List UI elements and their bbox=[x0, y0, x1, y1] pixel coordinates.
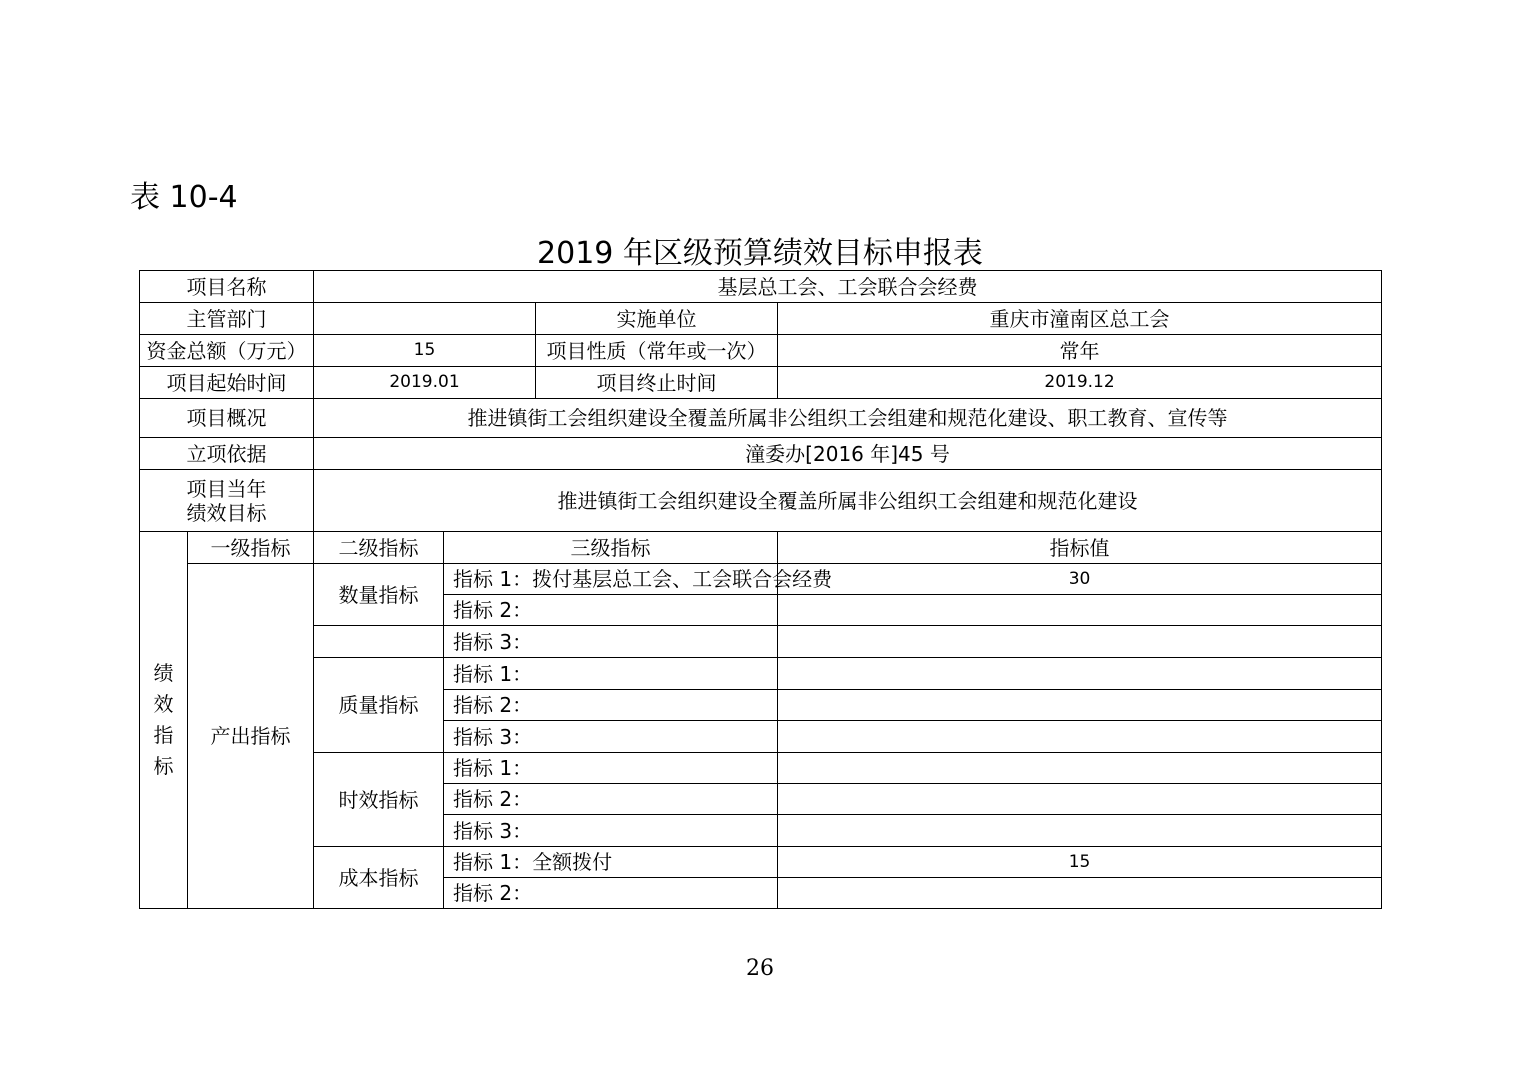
indicator-value bbox=[778, 626, 1382, 658]
level2-quality: 质量指标 bbox=[314, 658, 444, 753]
row-department bbox=[140, 303, 1382, 335]
indicator-row bbox=[140, 753, 1382, 784]
start-time-label: 项目起始时间 bbox=[140, 367, 314, 399]
indicator-value bbox=[778, 815, 1382, 847]
funds-value: 15 bbox=[314, 335, 536, 367]
indicator-label: 指标 3： bbox=[444, 721, 778, 753]
performance-indicator-side-label bbox=[140, 532, 188, 909]
level2-cost: 成本指标 bbox=[314, 847, 444, 909]
indicator-value: 15 bbox=[778, 847, 1382, 878]
indicator-row bbox=[140, 626, 1382, 658]
header-value: 指标值 bbox=[778, 532, 1382, 564]
indicator-row bbox=[140, 564, 1382, 595]
basis-label: 立项依据 bbox=[140, 438, 314, 470]
project-nature-value: 常年 bbox=[778, 335, 1382, 367]
header-level2: 二级指标 bbox=[314, 532, 444, 564]
basis-value: 潼委办[2016 年]45 号 bbox=[314, 438, 1382, 470]
indicator-label: 指标 2： bbox=[444, 690, 778, 721]
project-name-value: 基层总工会、工会联合会经费 bbox=[314, 271, 1382, 303]
row-basis bbox=[140, 438, 1382, 470]
end-time-label: 项目终止时间 bbox=[536, 367, 778, 399]
end-time-value: 2019.12 bbox=[778, 367, 1382, 399]
row-dates bbox=[140, 367, 1382, 399]
row-project-name bbox=[140, 271, 1382, 303]
annual-goal-label-line1: 项目当年 bbox=[186, 476, 267, 501]
indicator-label: 指标 3： bbox=[444, 626, 778, 658]
indicator-label: 指标 2： bbox=[444, 595, 778, 626]
project-nature-label: 项目性质（常年或一次） bbox=[536, 335, 778, 367]
row-funds bbox=[140, 335, 1382, 367]
header-level3: 三级指标 bbox=[444, 532, 778, 564]
indicator-label: 指标 1： bbox=[444, 753, 778, 784]
indicator-label: 指标 1：全额拨付 bbox=[444, 847, 778, 878]
side-char: 效 bbox=[153, 692, 174, 716]
annual-goal-label bbox=[140, 470, 314, 532]
indicator-value bbox=[778, 721, 1382, 753]
header-level1: 一级指标 bbox=[188, 532, 314, 564]
side-char: 绩 bbox=[153, 661, 174, 685]
indicator-row bbox=[140, 847, 1382, 878]
document-title: 2019 年区级预算绩效目标申报表 bbox=[537, 236, 983, 271]
row-indicator-headers bbox=[140, 532, 1382, 564]
overview-label: 项目概况 bbox=[140, 399, 314, 438]
project-name-label: 项目名称 bbox=[140, 271, 314, 303]
department-label: 主管部门 bbox=[140, 303, 314, 335]
indicator-label: 指标 1：拨付基层总工会、工会联合会经费 bbox=[444, 564, 778, 595]
indicator-label: 指标 2： bbox=[444, 878, 778, 909]
department-value bbox=[314, 303, 536, 335]
level2-empty-cell bbox=[314, 626, 444, 658]
level2-quantity: 数量指标 bbox=[314, 564, 444, 626]
indicator-label: 指标 3： bbox=[444, 815, 778, 847]
level1-output-indicator: 产出指标 bbox=[188, 564, 314, 909]
side-char: 标 bbox=[153, 754, 174, 778]
row-overview bbox=[140, 399, 1382, 438]
indicator-value bbox=[778, 878, 1382, 909]
implementing-unit-label: 实施单位 bbox=[536, 303, 778, 335]
annual-goal-value: 推进镇街工会组织建设全覆盖所属非公组织工会组建和规范化建设 bbox=[314, 470, 1382, 532]
implementing-unit-value: 重庆市潼南区总工会 bbox=[778, 303, 1382, 335]
indicator-row bbox=[140, 658, 1382, 690]
table-number-label: 表 10-4 bbox=[130, 180, 238, 215]
overview-value: 推进镇街工会组织建设全覆盖所属非公组织工会组建和规范化建设、职工教育、宣传等 bbox=[314, 399, 1382, 438]
start-time-value: 2019.01 bbox=[314, 367, 536, 399]
row-annual-goal bbox=[140, 470, 1382, 532]
side-char: 指 bbox=[153, 723, 174, 747]
indicator-value bbox=[778, 690, 1382, 721]
funds-label: 资金总额（万元） bbox=[140, 335, 314, 367]
indicator-value: 30 bbox=[778, 564, 1382, 595]
indicator-value bbox=[778, 658, 1382, 690]
indicator-label: 指标 2： bbox=[444, 784, 778, 815]
page-number: 26 bbox=[746, 956, 774, 981]
indicator-value bbox=[778, 595, 1382, 626]
indicator-value bbox=[778, 753, 1382, 784]
annual-goal-label-line2: 绩效目标 bbox=[186, 500, 267, 525]
indicator-value bbox=[778, 784, 1382, 815]
budget-performance-form bbox=[139, 270, 1382, 909]
indicator-label: 指标 1： bbox=[444, 658, 778, 690]
level2-timeliness: 时效指标 bbox=[314, 753, 444, 847]
